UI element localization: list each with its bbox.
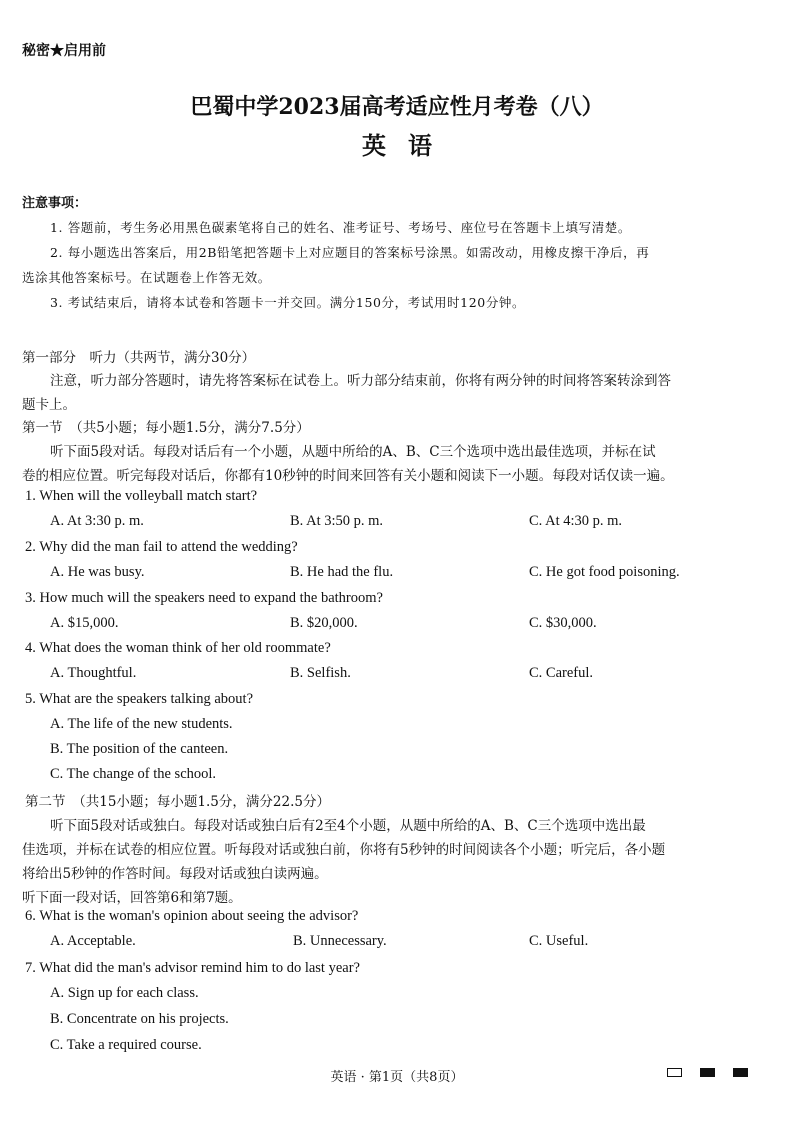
question-6-option-b: B. Unnecessary.	[293, 933, 387, 949]
question-1-option-b: B. At 3:50 p. m.	[290, 513, 384, 529]
question-5-option-c: C. The change of the school.	[50, 766, 217, 782]
note-item-3: 3. 考试结束后，请将本试卷和答题卡一并交回。满分150分，考试用时120分钟。	[50, 295, 526, 310]
question-3-option-a: A. $15,000.	[50, 615, 119, 631]
section2-intro-cont-2: 将给出5秒钟的作答时间。每段对话或独白读两遍。	[22, 866, 328, 882]
question-1-option-c: C. At 4:30 p. m.	[529, 513, 623, 529]
question-3-stem: 3. How much will the speakers need to expand the bathroom?	[25, 590, 383, 606]
section2-sub-instruction: 听下面一段对话，回答第6和第7题。	[22, 890, 242, 906]
question-7-option-a: A. Sign up for each class.	[50, 985, 199, 1001]
question-7-option-c: C. Take a required course.	[50, 1037, 202, 1053]
section2-intro-cont-1: 佳选项，并标在试卷的相应位置。听每段对话或独白前，你将有5秒钟的时间阅读各个小题；听完后，各小题	[22, 842, 666, 858]
question-5-stem: 5. What are the speakers talking about?	[25, 691, 254, 707]
question-2-option-c: C. He got food poisoning.	[529, 564, 680, 580]
question-6-option-c: C. Useful.	[529, 933, 589, 949]
question-7-stem: 7. What did the man's advisor remind him to do last year?	[25, 960, 360, 976]
section2-heading: 第二节 （共15小题；每小题1.5分，满分22.5分）	[25, 794, 330, 810]
filled-mark-icon	[733, 1068, 748, 1077]
note-item-1: 1. 答题前，考生务必用黑色碳素笔将自己的姓名、准考证号、考场号、座位号在答题卡上填写清楚。	[50, 220, 632, 235]
note-item-2: 2. 每小题选出答案后，用2B铅笔把答题卡上对应题目的答案标号涂黑。如需改动，用橡皮擦干净后，再	[50, 245, 650, 260]
part1-intro: 注意，听力部分答题时，请先将答案标在试卷上。听力部分结束前，你将有两分钟的时间将答案转涂到答	[50, 373, 671, 389]
exam-title: 巴蜀中学2023届高考适应性月考卷（八）	[190, 94, 604, 120]
question-7-option-b: B. Concentrate on his projects.	[50, 1011, 229, 1027]
note-item-2-cont: 选涂其他答案标号。在试题卷上作答无效。	[22, 270, 271, 285]
section1-intro-cont: 卷的相应位置。听完每段对话后，你都有10秒钟的时间来回答有关小题和阅读下一小题。每段对话仅读一遍。	[22, 468, 674, 484]
question-2-stem: 2. Why did the man fail to attend the wedding?	[25, 539, 298, 555]
section1-heading: 第一节 （共5小题；每小题1.5分，满分7.5分）	[22, 420, 310, 436]
question-3-option-c: C. $30,000.	[529, 615, 597, 631]
question-4-option-b: B. Selfish.	[290, 665, 351, 681]
question-5-option-a: A. The life of the new students.	[50, 716, 233, 732]
question-3-option-b: B. $20,000.	[290, 615, 358, 631]
notes-heading: 注意事项：	[22, 196, 88, 211]
question-2-option-a: A. He was busy.	[50, 564, 145, 580]
question-6-option-a: A. Acceptable.	[50, 933, 136, 949]
question-5-option-b: B. The position of the canteen.	[50, 741, 229, 757]
question-2-option-b: B. He had the flu.	[290, 564, 394, 580]
filled-mark-icon	[700, 1068, 715, 1077]
subject-title: 英语	[362, 131, 454, 160]
question-4-option-a: A. Thoughtful.	[50, 665, 137, 681]
question-1-option-a: A. At 3:30 p. m.	[50, 513, 144, 529]
section1-intro: 听下面5段对话。每段对话后有一个小题，从题中所给的A、B、C三个选项中选出最佳选项，并标在试	[50, 444, 656, 460]
part1-heading: 第一部分 听力（共两节，满分30分）	[22, 350, 256, 366]
question-4-stem: 4. What does the woman think of her old roommate?	[25, 640, 331, 656]
page-footer: 英语 · 第1页（共8页）	[330, 1070, 464, 1085]
section2-intro: 听下面5段对话或独白。每段对话或独白后有2至4个小题，从题中所给的A、B、C三个选项中选出最	[50, 818, 646, 834]
page-marks	[667, 1068, 748, 1077]
confidential-label: 秘密★启用前	[22, 43, 106, 59]
question-4-option-c: C. Careful.	[529, 665, 594, 681]
part1-intro-cont: 题卡上。	[22, 397, 76, 413]
question-6-stem: 6. What is the woman's opinion about seeing the advisor?	[25, 908, 359, 924]
question-1-stem: 1. When will the volleyball match start?	[25, 488, 258, 504]
empty-mark-icon	[667, 1068, 682, 1077]
